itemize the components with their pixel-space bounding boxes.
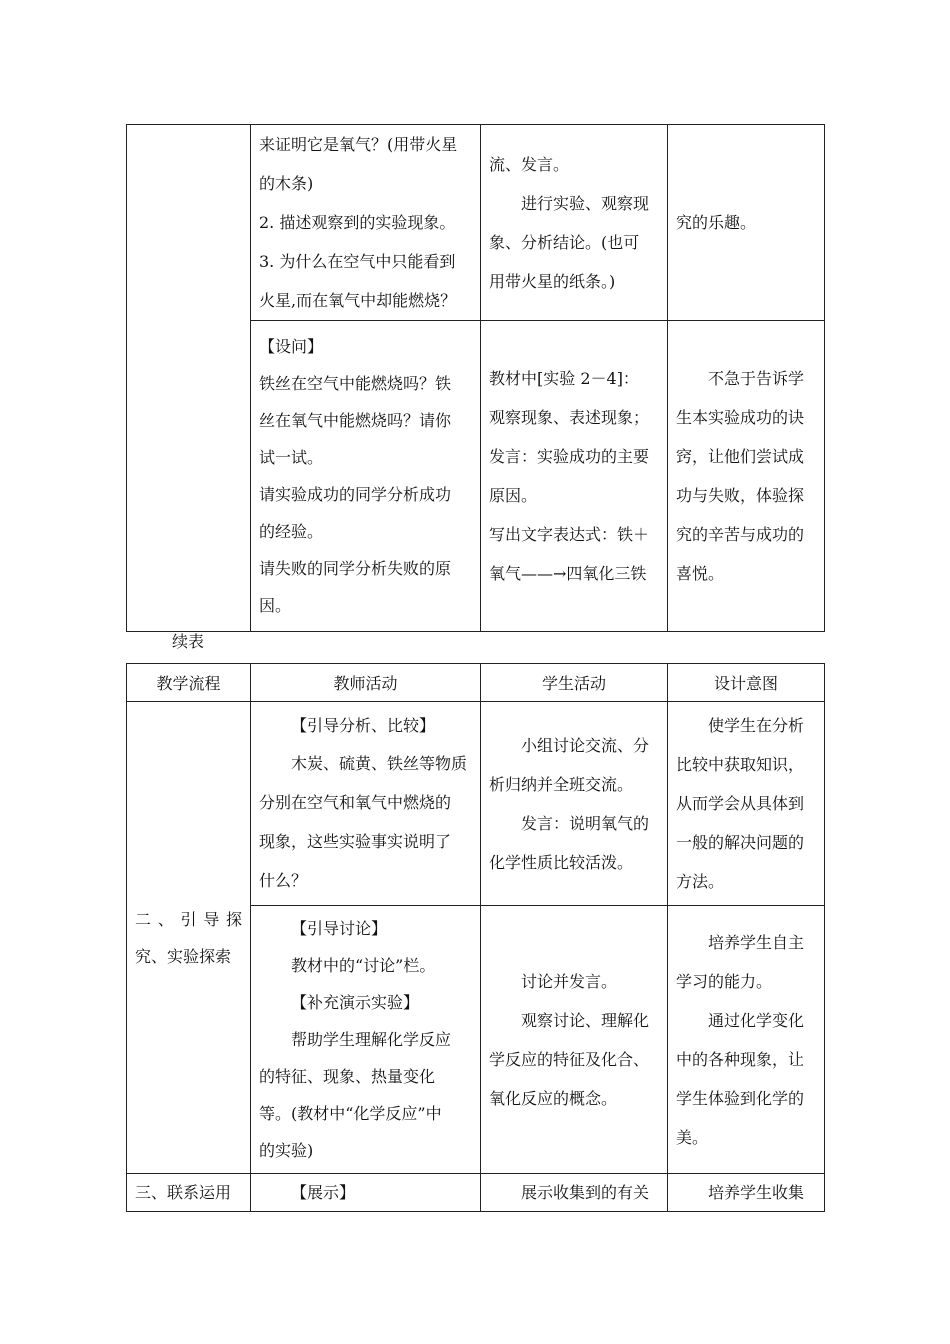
text-line: 来证明它是氧气？(用带火星 bbox=[259, 135, 458, 154]
text-line: 学生体验到化学的 bbox=[676, 1088, 805, 1108]
teacher-activity-cell bbox=[251, 1174, 481, 1212]
text-line: 窍，让他们尝试成 bbox=[676, 447, 805, 466]
text-line: 三、联系运用 bbox=[135, 1183, 232, 1202]
text-line: 2. 描述观察到的实验现象。 bbox=[259, 213, 456, 232]
text-line: 功与失败，体验探 bbox=[676, 486, 805, 505]
text-line: 木炭、硫黄、铁丝等物质 bbox=[291, 754, 468, 773]
teacher-activity-cell bbox=[251, 321, 481, 632]
text-line: 进行实验、观察现 bbox=[521, 193, 650, 213]
text-line: 中的各种现象，让 bbox=[676, 1049, 805, 1069]
section-heading: 【引导讨论】 bbox=[291, 919, 388, 938]
design-intent-cell bbox=[668, 1174, 825, 1212]
stage-cell-empty bbox=[127, 125, 251, 632]
text-line: 氧化反应的概念。 bbox=[489, 1088, 618, 1108]
word-equation: 氧气——→四氧化三铁 bbox=[489, 564, 647, 583]
text-line: 的实验) bbox=[259, 1141, 314, 1160]
lesson-table-continued bbox=[126, 124, 825, 632]
text-line: 帮助学生理解化学反应 bbox=[291, 1030, 452, 1049]
text-line: 展示收集到的有关 bbox=[521, 1183, 650, 1202]
text-line: 教材中的“讨论”栏。 bbox=[291, 956, 436, 975]
text-line: 喜悦。 bbox=[676, 564, 725, 583]
text-line: 丝在氧气中能燃烧吗？请你 bbox=[259, 411, 452, 430]
text-line: 培养学生自主 bbox=[708, 932, 805, 952]
text-line: 方法。 bbox=[676, 872, 725, 891]
header-student: 学生活动 bbox=[481, 664, 668, 702]
text-line: 现象，这些实验事实说明了 bbox=[259, 832, 452, 851]
text-line: 用带火星的纸条。) bbox=[489, 271, 616, 291]
table-row bbox=[127, 702, 825, 906]
header-intent: 设计意图 bbox=[668, 664, 825, 702]
text-line: 请失败的同学分析失败的原 bbox=[259, 559, 452, 578]
student-activity-cell bbox=[481, 1174, 668, 1212]
text-line: 析归纳并全班交流。 bbox=[489, 774, 634, 794]
teacher-activity-cell bbox=[251, 702, 481, 906]
header-teacher: 教师活动 bbox=[251, 664, 481, 702]
text-line: 观察现象、表述现象； bbox=[489, 408, 650, 427]
text-line: 学反应的特征及化合、 bbox=[489, 1049, 650, 1069]
text-line: 讨论并发言。 bbox=[521, 971, 618, 991]
text-line: 观察讨论、理解化 bbox=[521, 1010, 650, 1030]
text-line: 的特征、现象、热量变化 bbox=[259, 1067, 436, 1086]
table-row bbox=[127, 1174, 825, 1212]
text-line: 学习的能力。 bbox=[676, 971, 773, 991]
design-intent-cell bbox=[668, 125, 825, 321]
text-line: 培养学生收集 bbox=[708, 1183, 805, 1202]
design-intent-cell bbox=[668, 906, 825, 1174]
text-line: 象、分析结论。(也可 bbox=[489, 232, 640, 252]
text-line: 不急于告诉学 bbox=[708, 369, 805, 388]
text-line: 从而学会从具体到 bbox=[676, 794, 805, 813]
lesson-table bbox=[126, 663, 825, 1212]
text-line: 通过化学变化 bbox=[708, 1010, 805, 1030]
text-line: 火星,而在氧气中却能燃烧？ bbox=[259, 291, 457, 310]
teacher-activity-cell bbox=[251, 125, 481, 321]
text-line: 究的辛苦与成功的 bbox=[676, 525, 805, 544]
text-line: 写出文字表达式：铁＋ bbox=[489, 525, 650, 544]
text-line: 试一试。 bbox=[259, 448, 324, 467]
text-line: 什么？ bbox=[259, 871, 308, 890]
student-activity-cell bbox=[481, 702, 668, 906]
text-line: 请实验成功的同学分析成功 bbox=[259, 485, 452, 504]
text-line: 因。 bbox=[259, 596, 292, 615]
section-heading: 【展示】 bbox=[291, 1183, 356, 1202]
text-line: 美。 bbox=[676, 1127, 709, 1147]
section-heading: 【引导分析、比较】 bbox=[291, 716, 436, 735]
student-activity-cell bbox=[481, 321, 668, 632]
text-line: 3. 为什么在空气中只能看到 bbox=[259, 252, 456, 271]
text-line: 发言：说明氧气的 bbox=[521, 813, 650, 833]
text-line: 流、发言。 bbox=[489, 154, 570, 174]
text-line: 教材中[实验 2－4]： bbox=[489, 369, 639, 388]
text-line: 原因。 bbox=[489, 486, 538, 505]
text-line: 化学性质比较活泼。 bbox=[489, 852, 634, 872]
table-row bbox=[127, 125, 825, 321]
stage-cell bbox=[127, 1174, 251, 1212]
table-header-row bbox=[127, 664, 825, 702]
design-intent-cell bbox=[668, 702, 825, 906]
student-activity-cell bbox=[481, 125, 668, 321]
section-heading: 【补充演示实验】 bbox=[291, 993, 420, 1012]
text-line: 铁丝在空气中能燃烧吗？铁 bbox=[259, 374, 452, 393]
table-caption: 续表 bbox=[172, 632, 205, 651]
text-line: 的木条) bbox=[259, 174, 314, 193]
text-line: 生本实验成功的诀 bbox=[676, 408, 805, 427]
student-activity-cell bbox=[481, 906, 668, 1174]
teacher-activity-cell bbox=[251, 906, 481, 1174]
text-line: 分别在空气和氧气中燃烧的 bbox=[259, 793, 452, 812]
stage-cell: 二 、 引 导 探究、实验探索 bbox=[127, 702, 251, 1174]
text-line: 发言：实验成功的主要 bbox=[489, 447, 650, 466]
text-line: 究的乐趣。 bbox=[676, 213, 757, 232]
text-line: 一般的解决问题的 bbox=[676, 833, 805, 852]
text-line: 等。(教材中“化学反应”中 bbox=[259, 1104, 442, 1123]
section-heading: 【设问】 bbox=[259, 337, 324, 356]
header-flow: 教学流程 bbox=[127, 664, 251, 702]
text-line: 小组讨论交流、分 bbox=[521, 735, 650, 755]
text-line: 使学生在分析 bbox=[708, 716, 805, 735]
design-intent-cell bbox=[668, 321, 825, 632]
text-line: 的经验。 bbox=[259, 522, 324, 541]
text-line: 比较中获取知识， bbox=[676, 755, 805, 774]
